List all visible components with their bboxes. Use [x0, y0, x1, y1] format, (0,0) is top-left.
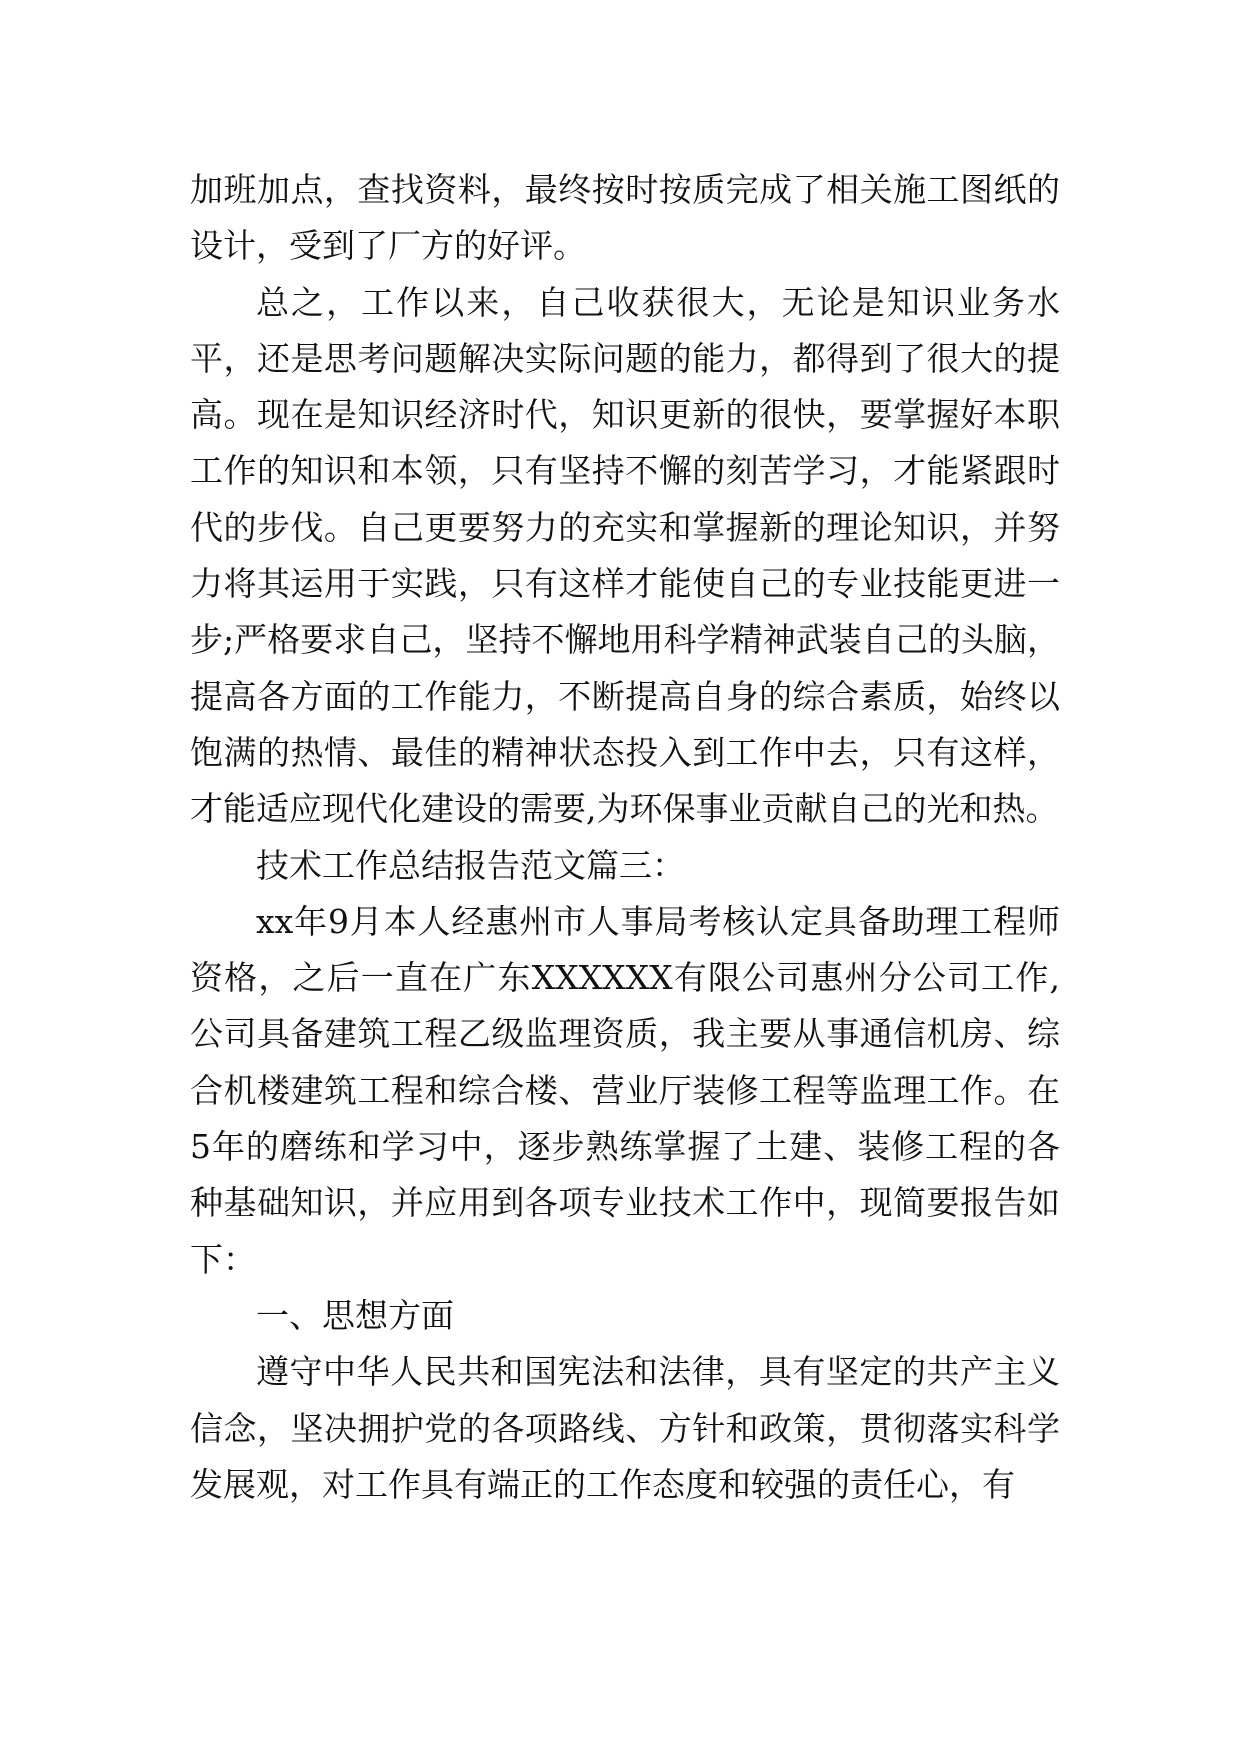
document-page — [190, 162, 1060, 1513]
section-heading-thought: 一、思想方面 — [256, 1295, 454, 1335]
paragraph-thought: 遵守中华人民共和国宪法和法律，具有坚定的共产主义信念，坚决拥护党的各项路线、方针和政策，贯彻落实科学发展观，对工作具有端正的工作态度和较强的责任心，有 — [190, 1352, 1060, 1504]
section-heading-part-three: 技术工作总结报告范文篇三： — [256, 845, 685, 885]
paragraph-introduction: xx年9月本人经惠州市人事局考核认定具备助理工程师资格，之后一直在广东XXXXXX有限公司惠州分公司工作,公司具备建筑工程乙级监理资质，我主要从事通信机房、综合机楼建筑工程和综合楼、营业厅装修工程等监理工作。在5年的磨练和学习中，逐步熟练掌握了土建、装修工程的各种基础知识，并应用到各项专业技术工作中，现简要报告如下： — [190, 901, 1060, 1279]
paragraph-summary: 总之，工作以来，自己收获很大，无论是知识业务水平，还是思考问题解决实际问题的能力，都得到了很大的提高。现在是知识经济时代，知识更新的很快，要掌握好本职工作的知识和本领，只有坚持不懈的刻苦学习，才能紧跟时代的步伐。自己更要努力的充实和掌握新的理论知识，并努力将其运用于实践，只有这样才能使自己的专业技能更进一步;严格要求自己，坚持不懈地用科学精神武装自己的头脑，提高各方面的工作能力，不断提高自身的综合素质，始终以饱满的热情、最佳的精神状态投入到工作中去，只有这样，才能适应现代化建设的需要,为环保事业贡献自己的光和热。 — [190, 282, 1060, 829]
paragraph-drawing-design: 加班加点，查找资料，最终按时按质完成了相关施工图纸的设计，受到了厂方的好评。 — [190, 170, 1060, 266]
